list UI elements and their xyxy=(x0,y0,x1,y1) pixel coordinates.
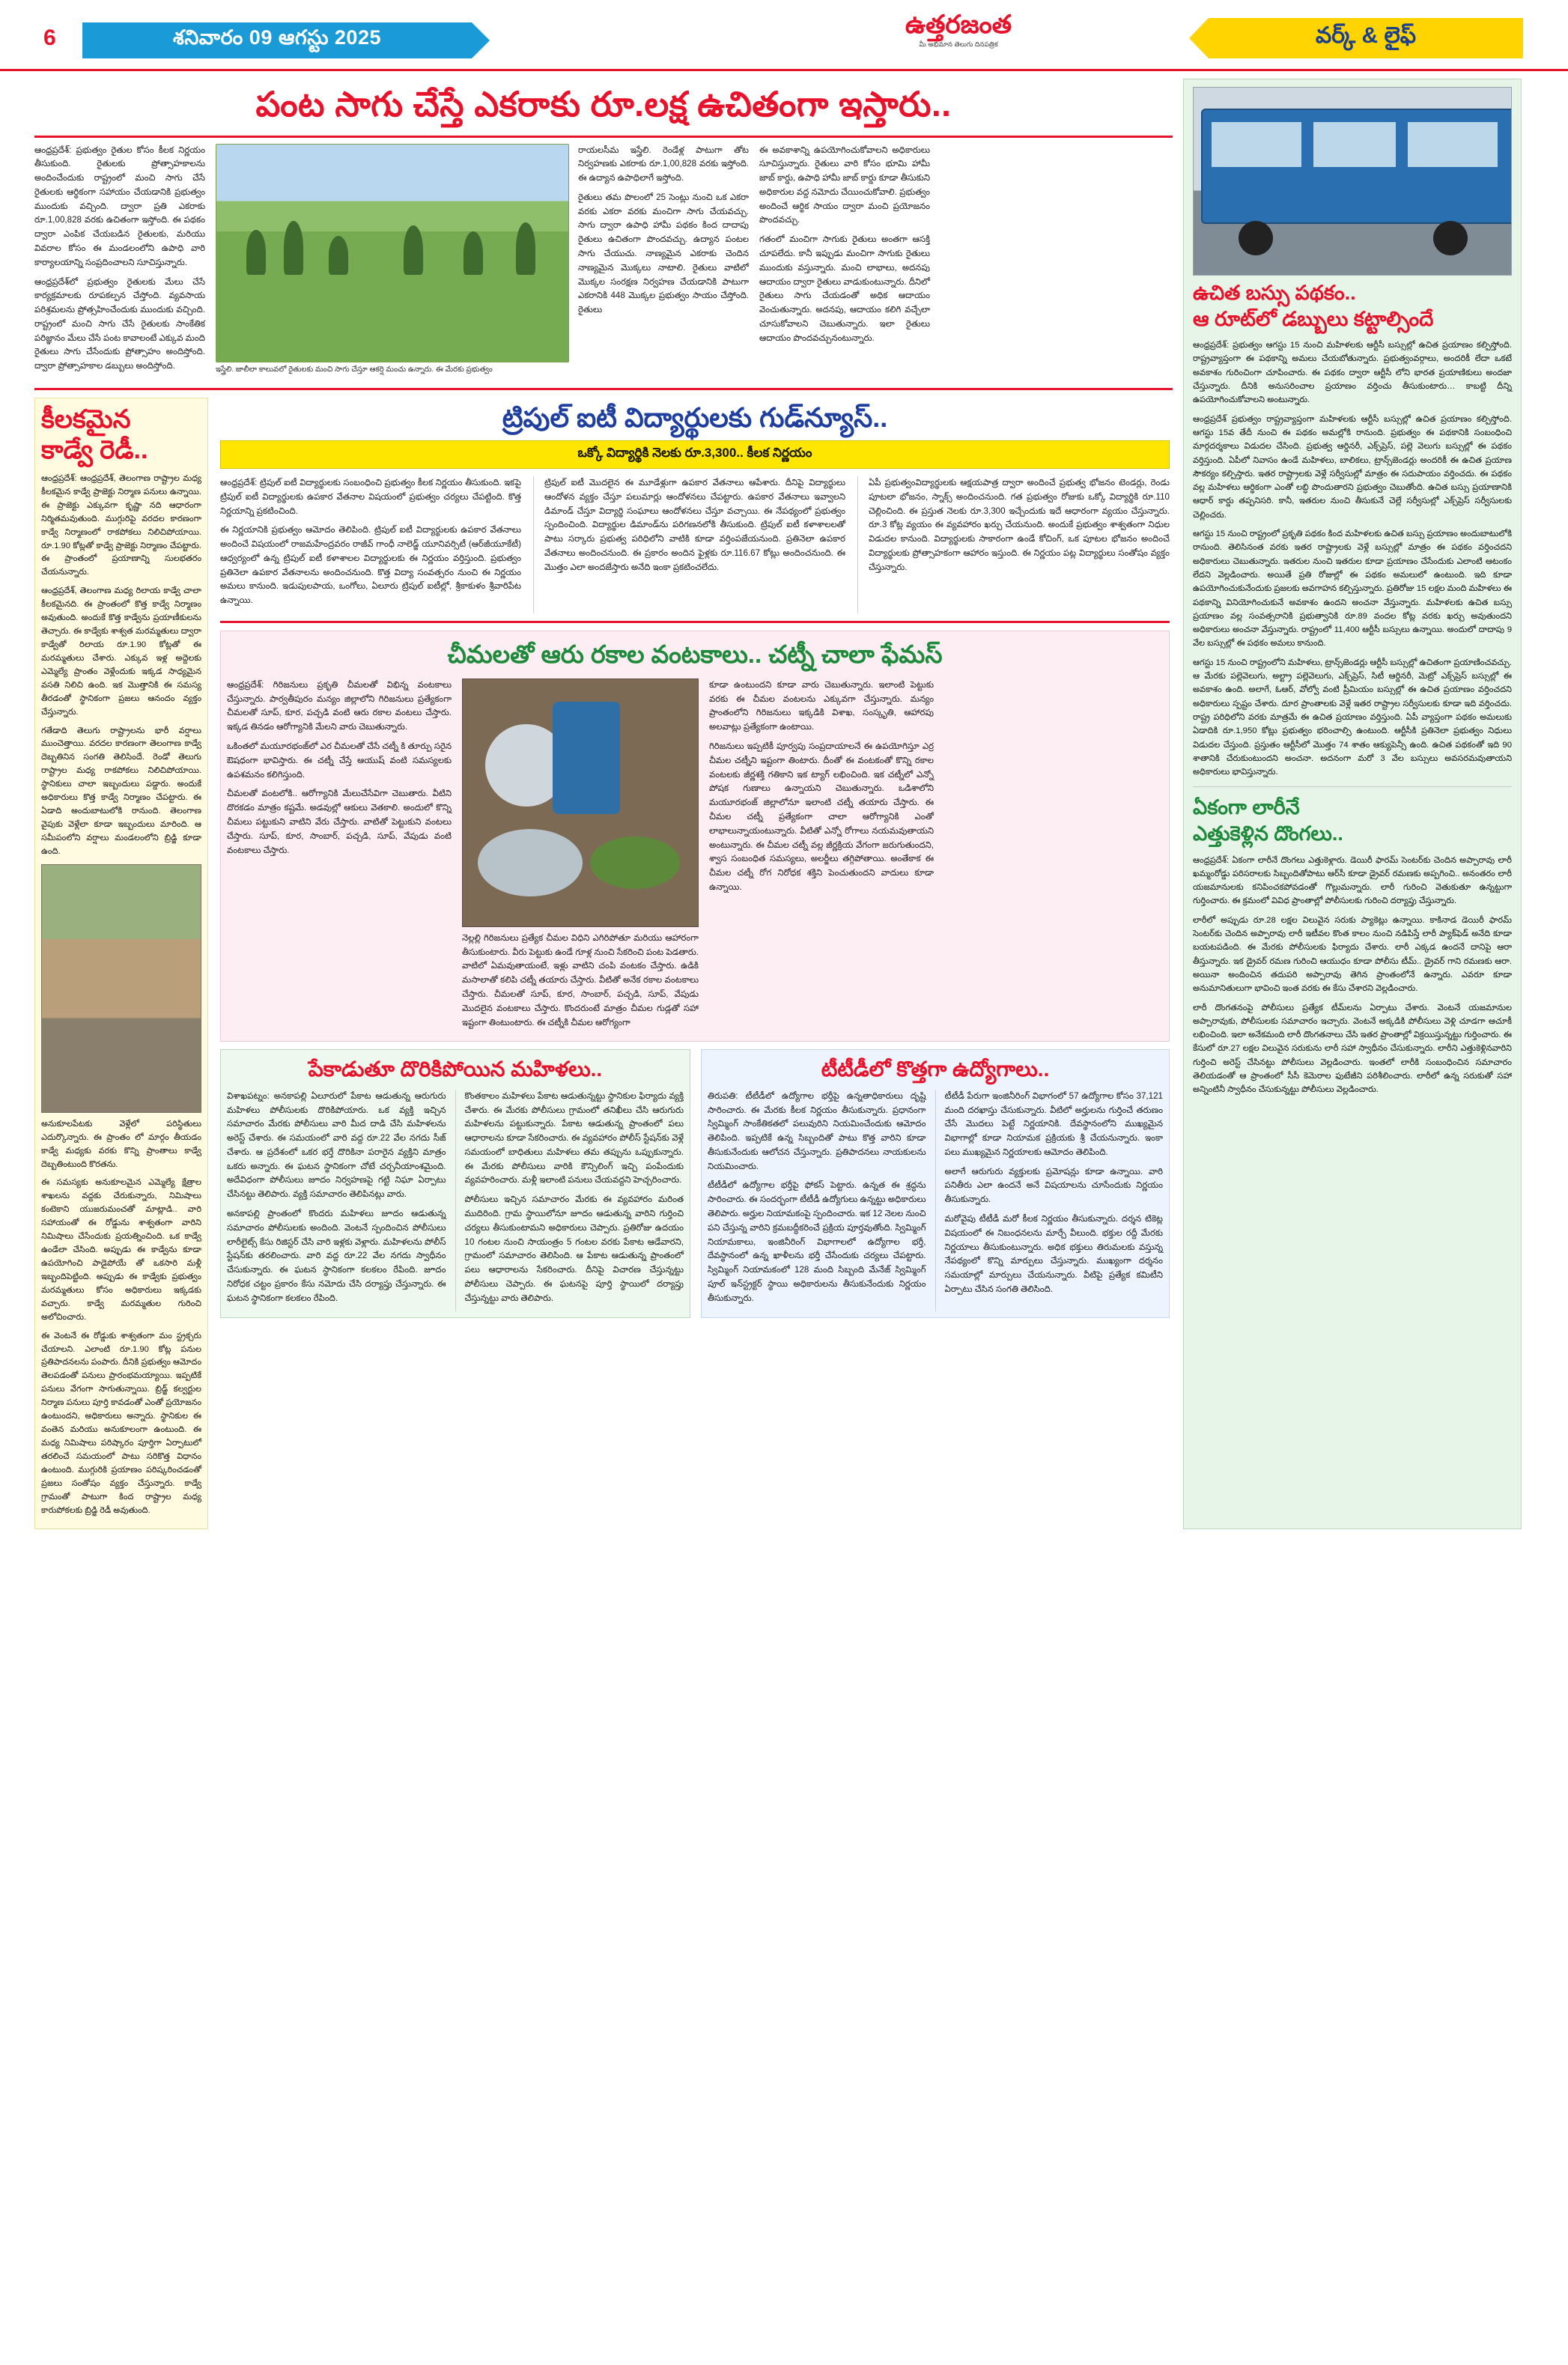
triple-it-columns xyxy=(220,476,1170,613)
paragraph: ఆంధ్రప్రదేశ్: ప్రభుత్వం రైతుల కోసం కీలక నిర్ణయం తీసుకుంది. రైతులకు ప్రోత్సాహకాలను అందించేందుకు రాష్ట్రంలో మంచి సాగు చేసే రైతులకు ఆర్థికంగా సహాయం చేయడానికి ప్రభుత్వం ముందుకు వచ్చింది. ద్వారా ప్రతి ఎకరాకు రూ.1,00,828 వరకు ఉచితంగా ఇస్తోంది. ఈ పథకం ద్వారా ఎంపిక చేయబడిన రైతులకు, మరియు వివరాల కోసం ఈ మండలంలోని ఉపాధి వారి కార్యాలయాన్ని సంప్రదించాలని సూచిస్తున్నారు. xyxy=(34,145,205,267)
women-headline: పేకాడుతూ దొరికిపోయిన మహిళలు.. xyxy=(308,1057,603,1081)
bus-scheme-title xyxy=(1193,280,1512,333)
paragraph: ఆంధ్రప్రదేశ్: గిరిజనులు ప్రకృతి చీమలతో విభిన్న వంటకాలు చేస్తున్నారు. పార్వతీపురం మన్యం జిల్లాలోని గిరిజనులు ప్రత్యేకంగా చీమలతో సూప్, కూర, పచ్చడి వంటి ఆరు రకాల వంటలు చేస్తారు. ఇక్కడ తినడం ఆరోగ్యానికి మేలని వారు చెబుతున్నారు. xyxy=(227,679,452,732)
ants-headline: చీమలతో ఆరు రకాల వంటకాలు.. చట్నీ చాలా ఫేమస్ xyxy=(447,640,943,669)
sidebar-column xyxy=(1183,79,1522,1529)
right-stack xyxy=(220,398,1170,1529)
causeway-title xyxy=(41,404,201,467)
main-content xyxy=(34,79,1173,1529)
paragraph: కొంతకాలం మహిళలు పేకాట ఆడుతున్నట్టు స్థానికుల ఫిర్యాదు వ్యక్తి చేశారు. ఈ మేరకు పోలీసులు గ్రామంలో తనిఖీలు చేసి ఆరుగురు మహిళలను పట్టుకున్నారు. పేకాట ఆడుతున్న ప్రాంతంలో పలు ఆధారాలను కూడా సేకరించారు. ఈ వ్యవహారం పోలీస్ స్టేషన్‌కు వెళ్లే సమయంలో బాధితులు మహిళలు తమ తప్పును ఒప్పుకున్నారు. ఈ మేరకు పోలీసులు వారికి కౌన్సిలింగ్ ఇచ్చి పంపేందుకు వ్యవహరించారు. మళ్లీ ఇలాంటి పనులు చేయవద్దని హెచ్చరించారు. xyxy=(464,1090,684,1185)
flood-photo xyxy=(41,864,201,1113)
paragraph: టీటీడీ పేరుగా ఇంజినీరింగ్ విభాగంలో 57 ఉద్యోగాల కోసం 37,121 మంది దరఖాస్తు చేసుకున్నారు. వీటిలో అర్హులను గుర్తించే తరుణం చేసే మొదలు పెట్టే నిర్ణయానికి. దేవస్థానంలోని ముఖ్యమైన విభాగాల్లో కూడా నియామక ప్రక్రియకు శ్రీ చేయనున్నారు. ఇంకా పలు ముఖ్యమైన నిర్ణయాలకు ఆమోదం తెలిపింది. xyxy=(944,1090,1163,1157)
bottom-boxes xyxy=(220,1049,1170,1317)
paragraph: టీటీడీలో ఉద్యోగాల భర్తీపై ఫోకస్ పెట్టారు. ఉన్నత ఈ శ్రద్ధను సారించారు. ఈ సందర్భంగా టీటీడీ ఉద్యోగులు ఉన్నట్టు అధికారులు తెలిపారు. అర్హుల నియామకంపై స్పందించారు. ఇక 12 నెలల నుంచి పని చేస్తున్న వారిని క్రమబద్ధీకరించే ప్రక్రియ పూర్తవుతోంది. స్విమ్మింగ్ నియామకాలు, ఇంజినీరింగ్ విభాగాలలో ఉద్యోగాల భర్తీ, దేవస్థానంలో ఉన్న ఖాళీలను భర్తీ చేసేందుకు చర్యలు చేపట్టారు. స్విమ్మింగ్ నియామకంలో 128 మంది సిబ్బంది మేనేజ్ స్విమ్మింగ్ పూల్ ఇన్‌స్ట్రక్టర్ స్థాయి అధికారులను తీసుకునేందుకు నిర్ణయం తీసుకున్నారు. xyxy=(708,1180,926,1303)
bus-scheme-body xyxy=(1193,338,1512,779)
lead-col-1 xyxy=(34,144,205,380)
cooking-photo xyxy=(462,678,699,927)
paragraph: చీమలతో వంటలోకి.. ఆరోగ్యానికి మేలుచేసేవిగా చెబుతారు. వీటిని దొరకడం మాత్రం కష్టమే. అడవుల్లో ఆకులు వెతకాలి. అందులో కొన్ని చీమలు పట్టుకుని వాటిని వేరు చేస్తారు. వాటితో పెట్టుకుని వంటలు చేస్తారు. సూప్, కూర, సాంబార్, పచ్చడి, సూప్, వేపుడు వంటి వంటకాలు చేస్తారు. xyxy=(227,789,452,855)
ttd-col-1 xyxy=(708,1090,926,1311)
paragraph: గతేడాది తెలుగు రాష్ట్రాలను భారీ వర్షాలు ముంచెత్తాయి. వరదల కారణంగా తెలంగాణ కాడ్వే దెబ్బతినిన సంగతి తెలిసిందే. రెండో తెలుగు రాష్ట్రాల మధ్య రాకపోకలు నిలిచిపోయాయి. స్థానికులు చాలా ఇబ్బందులు పడ్డారు. అందుకే అధికారులు కొత్త కాడ్వే నిర్మాణం చేపట్టారు. ఈ ఏడాది అందుబాటులోకి రానుంది. తెలంగాణ వైపుకు వెళ్లేలా కూడా ఇబ్బందులు మారింది. ఆ సమీపంలోని వర్షాలు మండలంలోని బ్రిడ్జి కూడా ఉంది. xyxy=(41,726,201,856)
paragraph: అలాగే ఆరుగురు వ్యక్తులకు ప్రమోషన్లు కూడా ఉన్నాయి. వారి పనితీరు ఎలా ఉందనే అనే విషయాలను చూసేందుకు నిర్ణయం తీసుకున్నారు. xyxy=(944,1166,1163,1205)
story-ttd-jobs xyxy=(701,1049,1170,1317)
paragraph: తిరుపతి: టీటీడీలో ఉద్యోగాల భర్తీపై ఉన్నతాధికారులు దృష్టి సారించారు. ఈ మేరకు కీలక నిర్ణయం తీసుకున్నారు. ప్రధానంగా స్విమ్మింగ్ సాంకేతికతలో పలువురిని నియమించేందుకు ఆమోదం తెలిపింది. ఇప్పటికే ఉన్న సిబ్బందితో పాటు కొత్త వారిని కూడా తీసుకునేందుకు ఆలోచన చేస్తున్నారు. ప్రతిపాదనలు నాయకులను నియమించారు. xyxy=(708,1090,926,1171)
paragraph: ఈ అవకాశాన్ని ఉపయోగించుకోవాలని అధికారులు సూచిస్తున్నారు. రైతులు వారి కోసం భూమి హామీ జాబ్ కార్డు, ఉపాధి హామీ జాబ్ కార్డు కూడా తీసుకుని అధికారుల వద్ద నమోదు చేయించుకోవాలి. ప్రభుత్వం అందించే ఆర్థిక సాయం ద్వారా మంచి ప్రయోజనం పొందవచ్చు. xyxy=(759,145,930,225)
section-rule-2 xyxy=(220,621,1170,623)
bus-photo xyxy=(1193,87,1512,276)
lead-col-4 xyxy=(759,144,930,380)
section-label: వర్క్ & లైఫ్ xyxy=(1315,22,1417,48)
paragraph: అనుకూలపేటకు వెళ్లేలో పరిస్థితులు ఎదుర్కొన్నారు. ఈ ప్రాంతం లో మార్గం తీయడం కాడ్వే మధ్యకు వరకు కొన్ని ప్రాంతాలు కాడ్వే దెబ్బతింటుంది కొరతను. xyxy=(41,1119,201,1169)
lead-story-columns xyxy=(34,144,1173,380)
paragraph: అనకాపల్లి ప్రాంతంలో కొందరు మహిళలు జూదం ఆడుతున్న సమాచారం పోలీసులకు అందింది. వెంటనే స్పందించిన పోలీసులు లారీలైట్స్ కేసు రిజిస్టర్ చేసి వారి ఇళ్లకు వెళ్లారు. మహిళలను పోలీస్ స్టేషన్‌కు తరలించారు. వారి వద్ద రూ.22 వేల నగదు స్వాధీనం చేసుకున్నారు. ఈ ఘటన స్థానికంగా కలకలం రేపింది. జూదం నిరోధక చట్టం ప్రకారం కేసు నమోదు చేసి దర్యాప్తు చేస్తున్నారు. ఈ ఘటన స్థానికంగా కలకలం రేపింది. xyxy=(227,1209,446,1303)
story-women-gambling xyxy=(220,1049,690,1317)
masthead xyxy=(0,0,1568,71)
paragraph: నెల్లల్లి గిరిజనులు ప్రత్యేక చీమల విధిని ఎగిరిపోతూ మరియు ఆహారంగా తీసుకుంటారు. వీరు పెట్టుకు ఉండే గూళ్ల నుంచి సేకరించి పంట పెడతారు. వాటిలో ఏమవుతాయంటే, ఇళ్లు వాటిని చంపి వంటకం చేస్తారు. ఉడికి మసాలాతో కలిపి చట్నీ తయారు చేస్తారు. వీటితో అనేక రకాల వంటకాలు చేస్తారు. చీమలతో సూప్, కూర, సాంబార్, పచ్చడి, సూప్, వేపుడు మొదలైన వంటకాలు చేస్తారు. కొందరుంటే మాత్రం చీమల గుడ్లతో సహా ఇష్టంగా తింటుంటారు. ఈ చట్నీకి చీమల ఆరోగ్యంగా xyxy=(462,932,699,1027)
lead-story xyxy=(34,83,1173,379)
paragraph: ఆంధ్రప్రదేశ్, తెలంగాణ మధ్య రిలాయ కాడ్వే చాలా కీలకమైనది. ఈ ప్రాంతంలో కొత్త కాడ్వే నిర్మాణం అవుతుంది. అందుకే కొత్త కాడ్వేను ప్రయాణీకులను తెచ్చారు. ఈ కాడ్వేకు శాశ్వత మరమ్మతులు ద్వారా కాడ్వేతో రిలాయ రూ.1.90 కోట్లతో ఈ మరమ్మతులు చేశారు. ఎక్కువ ఇళ్ల అద్దెలకు ఎమ్మెల్యే ప్రాంతం వెళ్లేందుకు ఇక్కడ సాధ్యమైన వసతి నిలిచి ఉంది. ఇక మొత్తానికి ఈ సమస్య తీరడంతో స్థానికంగా ప్రజలు ఆనందం వ్యక్తం చేస్తున్నారు. xyxy=(41,586,201,717)
paragraph: గతంలో మంచిగా సాగుకు రైతులు అంతగా ఆసక్తి చూపలేదు. కానీ ఇప్పుడు మంచిగా సాగుకు రైతులు ముందుకు వస్తున్నారు. మంచి లాభాలు, అదనపు ఆదాయం ద్వారా రైతులు వాడుకుంటున్నారు. దీనిలో రైతులు సాగు చేయడంతో అధిక ఆదాయం వెంచుతున్నారు. అదనపు, ఆదాయం కలిగి వచ్చేలా చూసుకోవాలని చెబుతున్నారు. ఇలా రైతులు ఆదాయం పొందవచ్చునంటున్నారు. xyxy=(759,234,930,343)
causeway-body xyxy=(41,473,201,859)
lorry-title-line1: ఏకంగా లారీనే xyxy=(1193,796,1300,819)
paragraph: గిరిజనులు ఇప్పటికీ పూర్వపు సంప్రదాయాలనే ఈ ఉపయోగిస్తూ ఎర్ర చీమల చట్నీని ఇష్టంగా తింటారు. దీంతో ఈ వంటకంతో కొన్ని రకాల వంటలకు జీర్ణశక్తి గతికాని ఇక ట్యాగ్ లభించింది. ఇక చట్నీలో ఎన్నో పోషక గుణాలు ఉన్నాయని చెబుతున్నారు. ఒడిశాలోని మయూరభంజ్ జిల్లాలోనూ ఇలాంటి చట్నీ తయారు చేస్తారు. ఈ చీమల చట్నీ ప్రత్యేకంగా చాలా ఆరోగ్యానికి ఎంతో లాభాలున్నాయంటున్నారు. వీటితో ఎన్నో రోగాలు నయమవుతాయని అంటున్నారు. ఈ చీమల చట్నీ వల్ల జీర్ణక్రియ వేగంగా జరుగుతుందని, శ్వాస సంబంధిత సమస్యలు, అలర్జీలు తగ్గిపోతాయి. అంతేకాక ఈ చీమల చట్నీ రోగ నిరోధక శక్తిని పెంచుతుందని వాదులు కూడా ఉన్నాయి. xyxy=(709,741,934,892)
story-ant-cuisine xyxy=(220,631,1170,1042)
section-rule xyxy=(34,388,1173,390)
paragraph: ఆంధ్రప్రదేశ్: ట్రిపుల్ ఐటీ విద్యార్థులకు సంబంధించి ప్రభుత్వం కీలక నిర్ణయం తీసుకుంది. ఇకపై ట్రిపుల్ ఐటీ విద్యార్థులకు ఉపకార వేతనాల విషయంలో ప్రభుత్వం చర్యలు చేపట్టింది. కొత్త నిర్ణయాన్ని ప్రకటించింది. xyxy=(220,478,521,516)
triple-it-subbar: ఒక్కో విద్యార్థికి నెలకు రూ.3,300.. కీలక నిర్ణయం xyxy=(220,440,1170,469)
paragraph: లారీలో అప్పుడు రూ.28 లక్షల విలువైన సరుకు ప్యాకెట్లు ఉన్నాయి. కాకినాడ డెయిరీ ఫారమ్ సెంటర్‌కు చెందిన అప్పారావు లారీ ఇటీవల కొంత కాలం నుంచి నడిపిస్తే లారీ ప్యాక్‌ఫెడ్ అనేది కూడా బయటపడింది. ఈ మేరకు పోలీసులకు ఫిర్యాదు చేశారు. లారీ ఎక్కడ ఉందనే దానిపై ఆరా తీస్తున్నారు. ఇక డ్రైవర్ రమణ గురించి ఆయుధం కూడా పోలీసు టీమ్.. డ్రైవర్ గాని రమణకు ఆరా. అయినా అందించిన తదుపరి అప్పారావు తెగిన ప్రాంతంలోనే ఉన్నారు. ఎవరూ కూడా అనుమానితులుగా భావించి ఇంత వరకు ఈ కేసు చేశారని వెల్లడించారు. xyxy=(1193,915,1512,994)
paragraph: ఆంధ్రప్రదేశ్: ప్రభుత్వం ఆగస్టు 15 నుంచి మహిళలకు ఆర్టీసీ బస్సుల్లో ఉచిత ప్రయాణం కల్పిస్తోంది. రాష్ట్రవ్యాప్తంగా ఈ పథకాన్ని అమలు చేయబోతున్నారు. ప్రభుత్వంవర్గాలు, అందరికీ లేదా ఒకటే అవకాశం గురించింగా చూపించారు. ఈ పథకం ద్వారా ఆర్టీసీ లోని భారత ప్రయాణికులు అందజా చేస్తున్నారు. దీనికి అనుసరించాల ప్రయాణం వర్తించు తీసుకుంటారు… కాబట్టి దీన్ని ఉపయోగించుకోవాలని అంటున్నారు. xyxy=(1193,341,1512,405)
paragraph: రాయలసీమ ఇస్త్రేలి. రెండేళ్ల పాటుగా తోట నిర్వహణకు ఎకరాకు రూ.1,00,828 వరకు ఇస్తోంది. ఈ ఉద్యాన ఉపాధిలాగే ఇస్తోంది. xyxy=(578,145,749,183)
women-col-1 xyxy=(227,1090,446,1311)
sidebar-divider xyxy=(1193,786,1512,787)
causeway-title-line1: కీలకమైన xyxy=(41,405,131,434)
paragraph: పోలీసులు ఇచ్చిన సమాచారం మేరకు ఈ వ్యవహారం మరింత ముదిరింది. గ్రామ స్థాయిలోనూ జూదం ఆడుతున్న వారిని గుర్తించి చర్యలు తీసుకుంటామని అధికారులు చెప్పారు. ప్రతిరోజు ఉదయం 10 గంటల నుంచి సాయంత్రం 5 గంటల వరకు పేకాట ఆడేవారని, గ్రామంలో సమాచారం తెలిసింది. ఆ పేకాట ఆడుతున్న ప్రాంతంలో పలు ఆధారాలను సేకరించారు. దీనిపై విచారణ చేస్తున్నట్టు పోలీసులు చెప్పారు. ఈ ఘటనపై పూర్తి స్థాయిలో దర్యాప్తు చేస్తున్నట్టు వారు తెలిపారు. xyxy=(464,1194,684,1303)
section-banner xyxy=(1209,18,1523,58)
date-text: శనివారం 09 ఆగస్టు 2025 xyxy=(173,26,381,49)
lorry-theft-body xyxy=(1193,854,1512,1097)
ants-columns xyxy=(227,678,1163,1035)
triple-it-col-1 xyxy=(220,476,521,613)
women-columns xyxy=(227,1090,684,1311)
paragraph: ఆగస్టు 15 నుంచి రాష్ట్రంలోని మహిళలు, ట్రాన్స్‌జెండర్లు ఆర్టీసీ బస్సుల్లో ఉచితంగా ప్రయాణించవచ్చు. ఆ మేరకు పల్లెవెలుగు, అల్ట్రా పల్లెవెలుగు, ఎక్స్‌ప్రెస్, సిటీ ఆర్డినరీ, మెట్రో ఎక్స్‌ప్రెస్ బస్సుల్లో ఈ అవకాశం ఉంది. అలాగే, ఓఆర్, వోల్వో వంటి ప్రీమియం బస్సుల్లో ఈ ఉచిత ప్రయాణం వర్తించదని అధికారులు స్పష్టం చేశారు. దూర ప్రాంతాలకు వెళ్లే ఇతర రాష్ట్రాల సర్వీసులకు కూడా ఇది వర్తించదు. రాష్ట్ర పరిధిలోని వరకు మాత్రమే ఈ ఉచిత ప్రయాణం వర్తిస్తుంది. ఏపీ వ్యాప్తంగా పథకం అమలుకు ఏడాదికి రూ.1,950 కోట్లు ప్రభుత్వం భరించాల్సి ఉంటుంది. ఆర్టీసీకి ప్రతినెలా ప్రభుత్వం నిధులు విడుదల చేస్తుంది. ప్రస్తుతం ఆర్టీసీలో మొత్తం 74 శాతం ఆక్యుపెన్సీ ఉంది. ఉచిత పథకంతో ఇది 90 శాతానికి చేరుకుంటుందని అంచనా. అదనంగా మరో 3 వేల బస్సులు అవసరమవుతాయని అధికారులు భావిస్తున్నారు. xyxy=(1193,658,1512,777)
bus-title-line2: ఆ రూట్‌లో డబ్బులు కట్టాల్సిందే xyxy=(1193,308,1434,331)
paragraph: ఒకింతలో మయూరభంజ్‌లో ఎర చీమలతో చేసే చట్నీ కి తూర్పు సరైన ఔషధంగా భావిస్తారు. ఈ చట్నీ చేస్తే ఆయుష్ వంటి సమస్యలకు ఉపశమనం కలిగిస్తుంది. xyxy=(227,741,452,780)
paragraph: విశాఖపట్నం: అనకాపల్లి ఏలూరులో పేకాట ఆడుతున్న ఆరుగురు మహిళలు పోలీసులకు దొరికిపోయారు. ఒక వ్యక్తి ఇచ్చిన సమాచారం మేరకు పోలీసులు వారి మీద దాడి చేసి మహిళలను అరెస్ట్ చేశారు. ఈ సమయంలో వారి వద్ద రూ.22 వేల నగదు సీజ్ చేశారు. ఆ ప్రదేశంలో ఒకర భర్తే దొరికినా పరారైన వ్యక్తిని మాత్రం ఒకరు అన్నారు. ఈ ఘటన స్థానికంగా చోటే చర్చనీయాంశమైంది. అదేవిధంగా పోలీసులు జూదం నిర్వహణపై గట్టి నిఘా ఏర్పాటు చేసినట్టు తెలిపారు. వ్యక్తి సమాచారం తెలిపినట్లు వారు. xyxy=(227,1090,446,1200)
headline-rule xyxy=(34,136,1173,138)
ttd-headline: టీటీడీలో కొత్తగా ఉద్యోగాలు.. xyxy=(821,1057,1050,1081)
ants-col-2 xyxy=(462,932,699,1030)
paragraph: ఈ సమస్యకు అనుకూలమైన ఎమ్మెల్యే క్షేత్రాల శాఖలను వద్దకు చేరుకున్నారు, నిమిషాలు కంటెకాని యుజరుమంచతో మాట్లాడి.. వారి సహాయంతో ఈ రోడ్డును శాశ్వతంగా వారిని నిమిషాలు చేసేందుకు ప్రయత్నించింది. ఒక కాడ్వే ఉండేలా చేసింది. అప్పుడు ఈ కాడ్వేను కూడా ఉపయోగించి పాడైపోయే తో ఒకసారి మళ్లీ ఇబ్బందిపెట్టింది. అప్పుడు ఈ కాడ్వేకు ప్రభుత్వం మరమ్మతులు కోసం అధికారులు ఇక్కడకు వచ్చారు. కాడ్వే మరమ్మతుల గురించి అలోచించారు. xyxy=(41,1178,201,1322)
story-causeway xyxy=(34,398,208,1529)
page-body xyxy=(0,71,1568,1544)
triple-it-headline: ట్రిపుల్ ఐటీ విద్యార్థులకు గుడ్‌న్యూస్.. xyxy=(502,402,888,433)
lorry-title-line2: ఎత్తుకెళ్లిన దొంగలు.. xyxy=(1193,822,1343,845)
paragraph: రైతులు తమ పొలంలో 25 సెంట్లు నుంచి ఒక ఎకరా వరకు ఎకరా వరకు మంచిగా సాగు చేయవచ్చు. సాగు ద్వారా ఉపాధి హామీ పథకం కింద దాదాపు రైతులు ఉచితంగా పొందవచ్చు. ఉద్యాన పంటల సాగు చేయుచు. నాణ్యమైన ఎకరాకు చెందిన నాణ్యమైన మొక్కలు నాటాలి. రైతులు వాటిలో మొక్కల సంరక్షణ నిర్వహణ చేయడానికి పాటుగా ఎకరానికి 448 మొక్కల ప్రభుత్వం సాయం చేస్తోంది. రైతులు xyxy=(578,192,749,315)
lead-headline: పంట సాగు చేస్తే ఎకరాకు రూ.లక్ష ఉచితంగా ఇస్తారు.. xyxy=(255,85,952,124)
farm-photo xyxy=(216,144,569,362)
photo-caption: ఇస్త్రేలి. జాలీలా కాలువలో రైతులకు మంచి సాగు చేస్తూ ఆకర్షి మంచు ఉన్నారు. ఈ మేరకు ప్రభుత్వం xyxy=(216,365,493,374)
lead-col-photo xyxy=(216,144,568,380)
paragraph: ఈ నిర్ణయానికి ప్రభుత్వం ఆమోదం తెలిపింది. ట్రిపుల్ ఐటీ విద్యార్థులకు ఉపకార వేతనాలు అందించే విషయంలో రాజమహేంద్రవరం రాజీవ్ గాంధీ నాలెడ్జ్ యూనివర్సిటీ (ఆర్‌జీయూకేటీ) ఆధ్వర్యంలో ఉన్న ట్రిపుల్ ఐటీ కళాశాలల విద్యార్థులకు ఈ నిర్ణయం వర్తిస్తుంది. ప్రభుత్వం ప్రతినెలా ఉపకార వేతనాలను అందించనుంది. కొత్త విద్యా సంవత్సరం నుంచి ఈ నిర్ణయం అమలు కానుంది. ఇడుపులపాయ, ఒంగోలు, ఏలూరు ట్రిపుల్ ఐటీల్లో, శ్రీకాకుళం శ్రీవారిపేట ఉన్నాయి. xyxy=(220,525,521,606)
triple-it-col-2 xyxy=(533,476,845,613)
lead-col-3 xyxy=(578,144,749,380)
lorry-theft-title xyxy=(1193,795,1512,847)
paragraph: ఈ వెంటనే ఈ రోడ్డుకు శాశ్వతంగా మం స్ట్రక్చరు చేయాలని. ఎలాంటి రూ.1.90 కోట్ల పనుల ప్రతిపాదనలను పంపారు. దీనికి ప్రభుత్వం ఆమోదం తెలపడంతో పనులు ప్రారంభమయ్యాయి. ఇప్పటికే పనులు వేగంగా సాగుతున్నాయి. బ్రిడ్జ్ కల్వర్టుల నిర్మాణ పనులు పూర్తి కావడంతో ఎంతో ప్రయోజనం ఉంటుందని, అధికారులు అన్నారు. స్థానికుల ఈ వంతెన మరియు అనుకూలంగా ఉంటుంది. ఈ మధ్య నిమిషాలు పరిష్కారం పూర్తిగా ఏర్పాటులో తరలించే సమయంలో పాటు సరికొత్త విధానం ఉంటుంది. ముగ్గురికి ప్రయాణం పరిష్కరించడంతో ప్రజలు సంతోషం వ్యక్తం చేస్తున్నారు. కాడ్వే గ్రామంతో పాటుగా కింద రాష్ట్రాల మధ్య కారుపోకలకు బ్రిడ్జి రెడీ అవుతుంది. xyxy=(41,1331,201,1515)
date-banner xyxy=(82,22,472,58)
paragraph: ఆంధ్రప్రదేశ్: ఆంధ్రప్రదేశ్, తెలంగాణ రాష్ట్రాల మధ్య కీలకమైన కాడ్వే ప్రాజెక్టు నిర్మాణ పనులు ఉన్నాయి. ఈ ప్రాజెక్టు ఎక్కువగా కృష్ణా నది ఆధారంగా నిర్మితమవుతుంది. ముగ్గురిపై వరదల కారణంగా కాడ్వే నిర్మాణంలో రాకపోకలు నిలిచిపోయాయి. రూ.1.90 కోట్లతో కాడ్వే ప్రాజెక్టు నిర్మాణం చేపట్టారు. ఈ ప్రాంతంలో ప్రయాణాన్ని సులభతరం చేయనున్నారు. xyxy=(41,473,201,577)
logo-subtitle: మీ అభిమాన తెలుగు దినపత్రిక xyxy=(919,40,998,48)
paragraph: మరోవైపు టీటీడీ మరో కీలక నిర్ణయం తీసుకున్నారు. దర్శన టికెట్ల విషయంలో ఈ నిబంధనలను మార్చే వీలుంది. భక్తుల రద్దీ మేరకు నిర్ణయాలు తీసుకుంటున్నారు. అధిక భక్తులు తిరుమలకు వస్తున్న నేపథ్యంలో కొన్ని మార్పులు చేస్తున్నారు. ముఖ్యంగా దర్శనం సమయాల్లో మార్పులు చేయనున్నారు. వీటిపై ప్రత్యేక కమిటీని ఏర్పాటు చేసిన సంగతి తెలిసింది. xyxy=(944,1214,1163,1294)
paragraph: ఆంధ్రప్రదేశ్ ప్రభుత్వం రాష్ట్రవ్యాప్తంగా మహిళలకు ఆర్టీసీ బస్సుల్లో ఉచిత ప్రయాణం కల్పిస్తోంది. ఆగస్టు 15వ తేదీ నుంచి ఈ పథకం అమల్లోకి రానుంది. ప్రభుత్వం ఈ పథకానికి సంబంధించి మార్గదర్శకాలు విడుదల చేసింది. ప్రభుత్వ ఆర్డినరీ, ఎక్స్‌ప్రెస్, పల్లె వెలుగు బస్సుల్లో ఈ పథకం వర్తిస్తుంది. ఏపీలో నివాసం ఉండే మహిళలు, బాలికలు, ట్రాన్స్‌జెండర్లు అందరికీ ఈ ఉచిత ప్రయాణ సౌకర్యం కల్పిస్తారు. ఇతర రాష్ట్రాలకు వెళ్లే సర్వీసుల్లో మాత్రం ఈ సదుపాయం వర్తించదు. ఈ పథకం వల్ల మహిళలు ఆర్థికంగా ఎంతో లబ్ధి పొందుతారని ప్రభుత్వం చెబుతోంది. ఉచిత బస్సు ప్రయాణానికి ఆధార్ కార్డు తప్పనిసరి. కానీ, ఇతరుల నుంచి తీసుకునే చెల్లే సర్వీసుల్లో ఎక్స్‌ప్రెస్ సర్వీసులకు చెల్లించరు. xyxy=(1193,414,1512,520)
ttd-col-2 xyxy=(935,1090,1164,1311)
ants-photo-wrap xyxy=(462,678,699,1035)
paragraph: ఆంధ్రప్రదేశ్‌లో ప్రభుత్వం రైతులకు మేలు చేసే కార్యక్రమాలకు రూపకల్పన చేస్తోంది. వ్యవసాయ పరిశ్రమలను ప్రోత్సహించేందుకు ముందుకు వచ్చింది. రాష్ట్రంలో మంచి సాగు చేసే రైతులకు సాంకేతిక పరిజ్ఞానం మేలు చేసే పంట కావాలంటే ఎక్కువ మంది రైతులు సాగు చేసేందుకు ప్రోత్సాహం అందిస్తోంది. ద్వారా ప్రోత్సాహకాల డబ్బులు అందిస్తోంది. xyxy=(34,276,205,371)
ants-col-1 xyxy=(227,678,452,1035)
page-number: 6 xyxy=(43,25,56,50)
paragraph: ఆంధ్రప్రదేశ్: ఏకంగా లారీనే దొంగలు ఎత్తుకెళ్లారు. డెయిరీ ఫారమ్ సెంటర్‌కు చెందిన అప్పారావు లారీ ఖమ్మంరోడ్డు పరిసరాలకు సిబ్బందితోపాటు ఆర్‌సీ కూడా డ్రైవర్ రమణకు అప్పగించి.. అనంతరం లారీ యజమానులకు కనిపించకపోవడంతో గొల్లుమన్నారు. లారీ గురించి వెతుకుతూ ఉన్నట్టుగా గుర్తించారు. ఈ క్రమంలో వివిధ ప్రాంతాల్లో పోలీసులకు గురించి దర్యాప్తు చేస్తున్నారు. xyxy=(1193,855,1512,906)
paragraph: కూడా ఉంటుందని కూడా వారు చెబుతున్నారు. ఇలాంటి పెట్టుకు వరకు ఈ చీమల వంటలను ఎక్కువగా చేస్తున్నారు. మన్యం ప్రాంతంలోని గిరిజనులు ఇక్కడికి విశాఖ, సంస్కృతి, ఆహారపు అలవాట్లు ప్రత్యేకంగా ఉంటాయి. xyxy=(709,679,934,732)
women-col-2 xyxy=(455,1090,684,1311)
causeway-title-line2: కాడ్వే రెడీ.. xyxy=(41,436,148,465)
ttd-columns xyxy=(708,1090,1163,1311)
ants-col-3 xyxy=(709,678,934,1035)
causeway-body-2 xyxy=(41,1118,201,1518)
middle-band xyxy=(34,398,1173,1529)
publication-logo xyxy=(872,12,1045,50)
bus-title-line1: ఉచిత బస్సు పథకం.. xyxy=(1193,282,1356,304)
paragraph: లారీ దొంగతనంపై పోలీసులు ప్రత్యేక టీమ్‌లను ఏర్పాటు చేశారు. వెంటనే యజమానుల అప్పారావుకు, పోలీసులకు సమాచారం ఇచ్చారు. వెంటనే అక్కడికి పోలీసులు వెళ్లి చూడగా ఆచూకీ లభించింది. ఇలా అనేకమంది లారీ దొంగతనాలు చేసి ఇతర ప్రాంతాల్లో విక్రయిస్తున్నట్టు గుర్తించారు. ఈ కేసులో రూ.27 లక్షల విలువైన సరుకును లారీ సహా స్వాధీనం చేసుకున్నారు. లారీని ఎత్తుకెళ్లినవారిని గుర్తించి అరెస్ట్ చేసినట్టు పోలీసులు వెల్లడించారు. ఇంతలో లారీకి సంబంధించిన సమాచారం తెలియడంతో ఆ ప్రాంతంలో సీసీ కెమెరాల ఫుటేజీని పరిశీలించారు. లారీలో ఉన్న సరుకుతో సహా అన్నింటినీ స్వాధీనం చేసుకున్నట్టు పోలీసులు వెల్లడించారు. xyxy=(1193,1003,1512,1095)
paragraph: ట్రిపుల్ ఐటీ మొదలైన ఈ మూడేళ్లుగా ఉపకార వేతనాలు ఆపేశారు. దీనిపై విద్యార్థులు ఆందోళన వ్యక్తం చేస్తూ పలుమార్లు ఆందోళనలు చేపట్టారు. ఉపకార వేతనాలు ఇవ్వాలని డిమాండ్ చేస్తూ విద్యార్థి సంఘాలు ఆందోళనలు చేస్తూ వచ్చాయి. ఈ నేపథ్యంలో ప్రభుత్వం స్పందించింది. విద్యార్థుల డిమాండ్‌ను పరిగణనలోకి తీసుకుంది. ట్రిపుల్ ఐటీ కళాశాలలతో పాటు సర్కారు ప్రభుత్వ పరిధిలోని వాటికి కూడా వర్తింపజేయనుంది. ప్రతినెలా ఉపకార వేతనాలు అందించనుంది. ఈ ప్రకారం అందిన ఫైళ్లకు రూ.116.67 కోట్లు అందించనుంది. ఈ మొత్తం ఎలా అందజేస్తారు అనేది ఇంకా ప్రకటించలేదు. xyxy=(544,478,845,572)
story-triple-it xyxy=(220,401,1170,613)
paragraph: ఏపీ ప్రభుత్వంవిద్యార్థులకు ఆక్షయపాత్ర ద్వారా అందించే ప్రభుత్వ భోజనం టెండర్లు, రెండు పూటలా భోజనం, స్నాక్స్ అందించనుంది. గత ప్రభుత్వం రోజుకు ఒక్కో విద్యార్థికి రూ.110 చెల్లించింది. ఈ ప్రస్తుత నెలకు రూ.3,300 ఇచ్చేందుకు ఇదే ఆధారంగా వ్యయం చేస్తున్నారు. రూ.3 కోట్ల వ్యయం ఈ వ్యవహారం ఖర్చు చేయనుంది. అందుకే ప్రభుత్వం శాశ్వతంగా నిధుల విడుదల కానుంది. విద్యార్థులకు సాకారంగా ఉండే కోచింగ్, ఒక పూటల భోజనం అందించే విద్యార్థులకు ప్రోత్సాహకంగా ఆహారం ఇస్తుంది. ఈ నిర్ణయం పట్ల విద్యార్థులు సంతోషం వ్యక్తం చేస్తున్నారు. xyxy=(869,478,1170,572)
paragraph: ఆగస్టు 15 నుంచి రాష్ట్రంలో ప్రకృతి పథకం కింద మహిళలకు ఉచిత బస్సు ప్రయాణం అందుబాటులోకి రానుంది. తెలిసినంత వరకు ఇతర రాష్ట్రాలకు వెళ్లే బస్సుల్లో మాత్రం ఈ పథకం వర్తించదని అధికారులు చెబుతున్నారు. ఇతరుల నుంచి ఇతరుల కూడా ప్రయాణం చేసేందుకు ఎలాంటి ఆటంకం లేదని వెల్లడించారు. అయితే ప్రతి రోజుల్లో ఈ పథకం అమలులో ఉంటుంది. ఇది కూడా ఉపయోగించుకునేందుకు ప్రజలకు అవగాహన కల్పిస్తున్నారు. ప్రతిరోజు 15 లక్షల మంది మహిళలు ఈ పథకాన్ని వినియోగించుకునే అవకాశం ఉందని అంచనా వేస్తున్నారు. మహిళలకు ఉచిత బస్సు ప్రయాణం వల్ల సంవత్సరానికి ప్రభుత్వానికి రూ.89 వందల కోట్ల వరకు ఖర్చు అవుతుందని అధికారులు అంచనా వేస్తున్నారు. రాష్ట్రంలో 11,400 ఆర్టీసీ బస్సులు ఉన్నాయి. అందులో దాదాపు 9 వేల బస్సుల్లో ఈ పథకం అమలు కానుంది. xyxy=(1193,529,1512,649)
logo-title: ఉత్తరజంత xyxy=(905,10,1012,39)
triple-it-col-3 xyxy=(857,476,1170,613)
